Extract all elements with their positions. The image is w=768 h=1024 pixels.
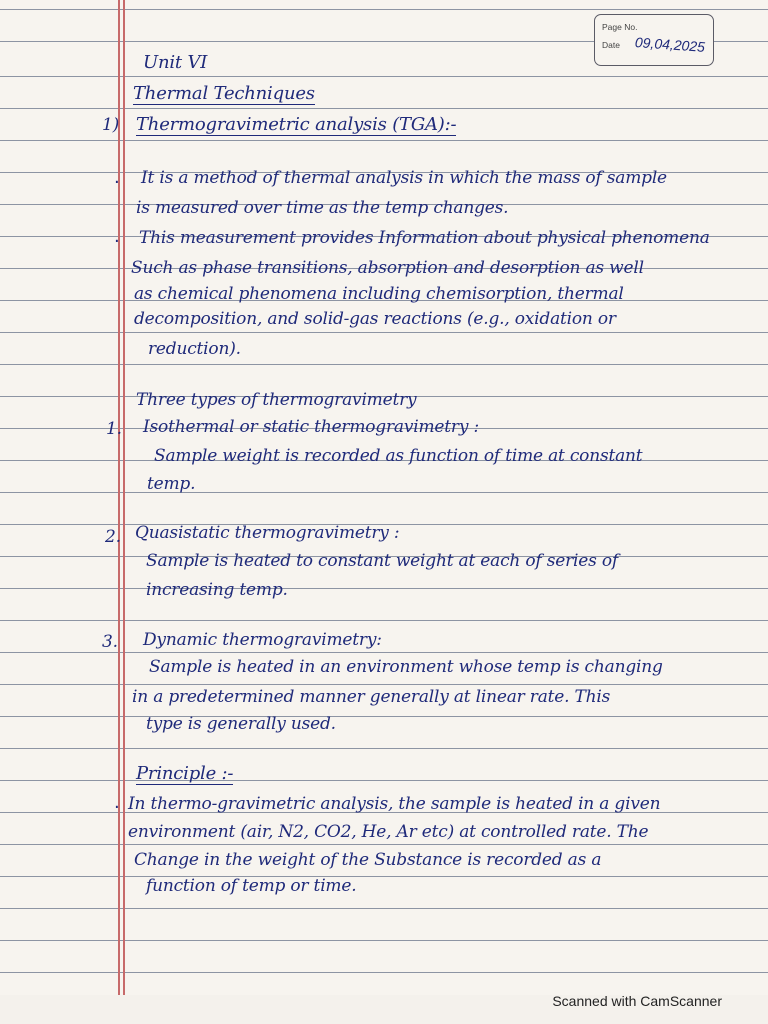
tga-bullet2-line: This measurement provides Information about physical phenomena <box>139 228 710 248</box>
type-line: Sample is heated to constant weight at each of series of <box>146 551 618 571</box>
bullet-dot: · <box>114 231 120 252</box>
date-value: 09,04,2025 <box>634 34 706 55</box>
principle-line: Change in the weight of the Substance is recorded as a <box>134 850 602 870</box>
types-title: Three types of thermogravimetry <box>136 390 417 410</box>
tga-bullet2-line: reduction). <box>148 339 241 359</box>
type-line: Sample weight is recorded as function of time at constant <box>154 446 643 466</box>
tga-bullet1-line: It is a method of thermal analysis in which the mass of sample <box>141 168 667 188</box>
bullet-dot: · <box>114 797 120 818</box>
type-title: Quasistatic thermogravimetry : <box>135 523 400 543</box>
page-no-label: Page No. <box>602 22 638 32</box>
tga-bullet2-line: Such as phase transitions, absorption and desorption as well <box>131 258 644 278</box>
tga-title: Thermogravimetric analysis (TGA):- <box>136 114 457 135</box>
margin-line-left <box>118 0 120 995</box>
principle-line: In thermo-gravimetric analysis, the sample is heated in a given <box>128 794 661 814</box>
type-line: in a predetermined manner generally at linear rate. This <box>132 687 611 707</box>
topic-title: Thermal Techniques <box>133 83 315 104</box>
page-date-box <box>594 14 714 66</box>
tga-bullet1-line: is measured over time as the temp changes. <box>136 198 509 218</box>
section-number: 1) <box>102 115 120 135</box>
principle-line: environment (air, N2, CO2, He, Ar etc) at controlled rate. The <box>128 822 649 842</box>
type-number: 3. <box>102 632 118 652</box>
date-label: Date <box>602 40 620 50</box>
type-title: Dynamic thermogravimetry: <box>143 630 382 650</box>
principle-title: Principle :- <box>136 763 234 784</box>
tga-bullet2-line: decomposition, and solid-gas reactions (e.g., oxidation or <box>134 309 616 329</box>
margin-line-right <box>123 0 125 995</box>
type-number: 1. <box>106 419 122 439</box>
type-line: increasing temp. <box>146 580 288 600</box>
type-line: Sample is heated in an environment whose temp is changing <box>149 657 663 677</box>
type-line: type is generally used. <box>146 714 336 734</box>
scanner-watermark: Scanned with CamScanner <box>552 993 722 1009</box>
unit-title: Unit VI <box>143 52 208 73</box>
type-title: Isothermal or static thermogravimetry : <box>143 417 479 437</box>
tga-bullet2-line: as chemical phenomena including chemisorption, thermal <box>134 284 624 304</box>
principle-line: function of temp or time. <box>146 876 357 896</box>
bullet-dot: · <box>114 172 120 193</box>
type-line: temp. <box>147 474 196 494</box>
type-number: 2. <box>105 527 121 547</box>
